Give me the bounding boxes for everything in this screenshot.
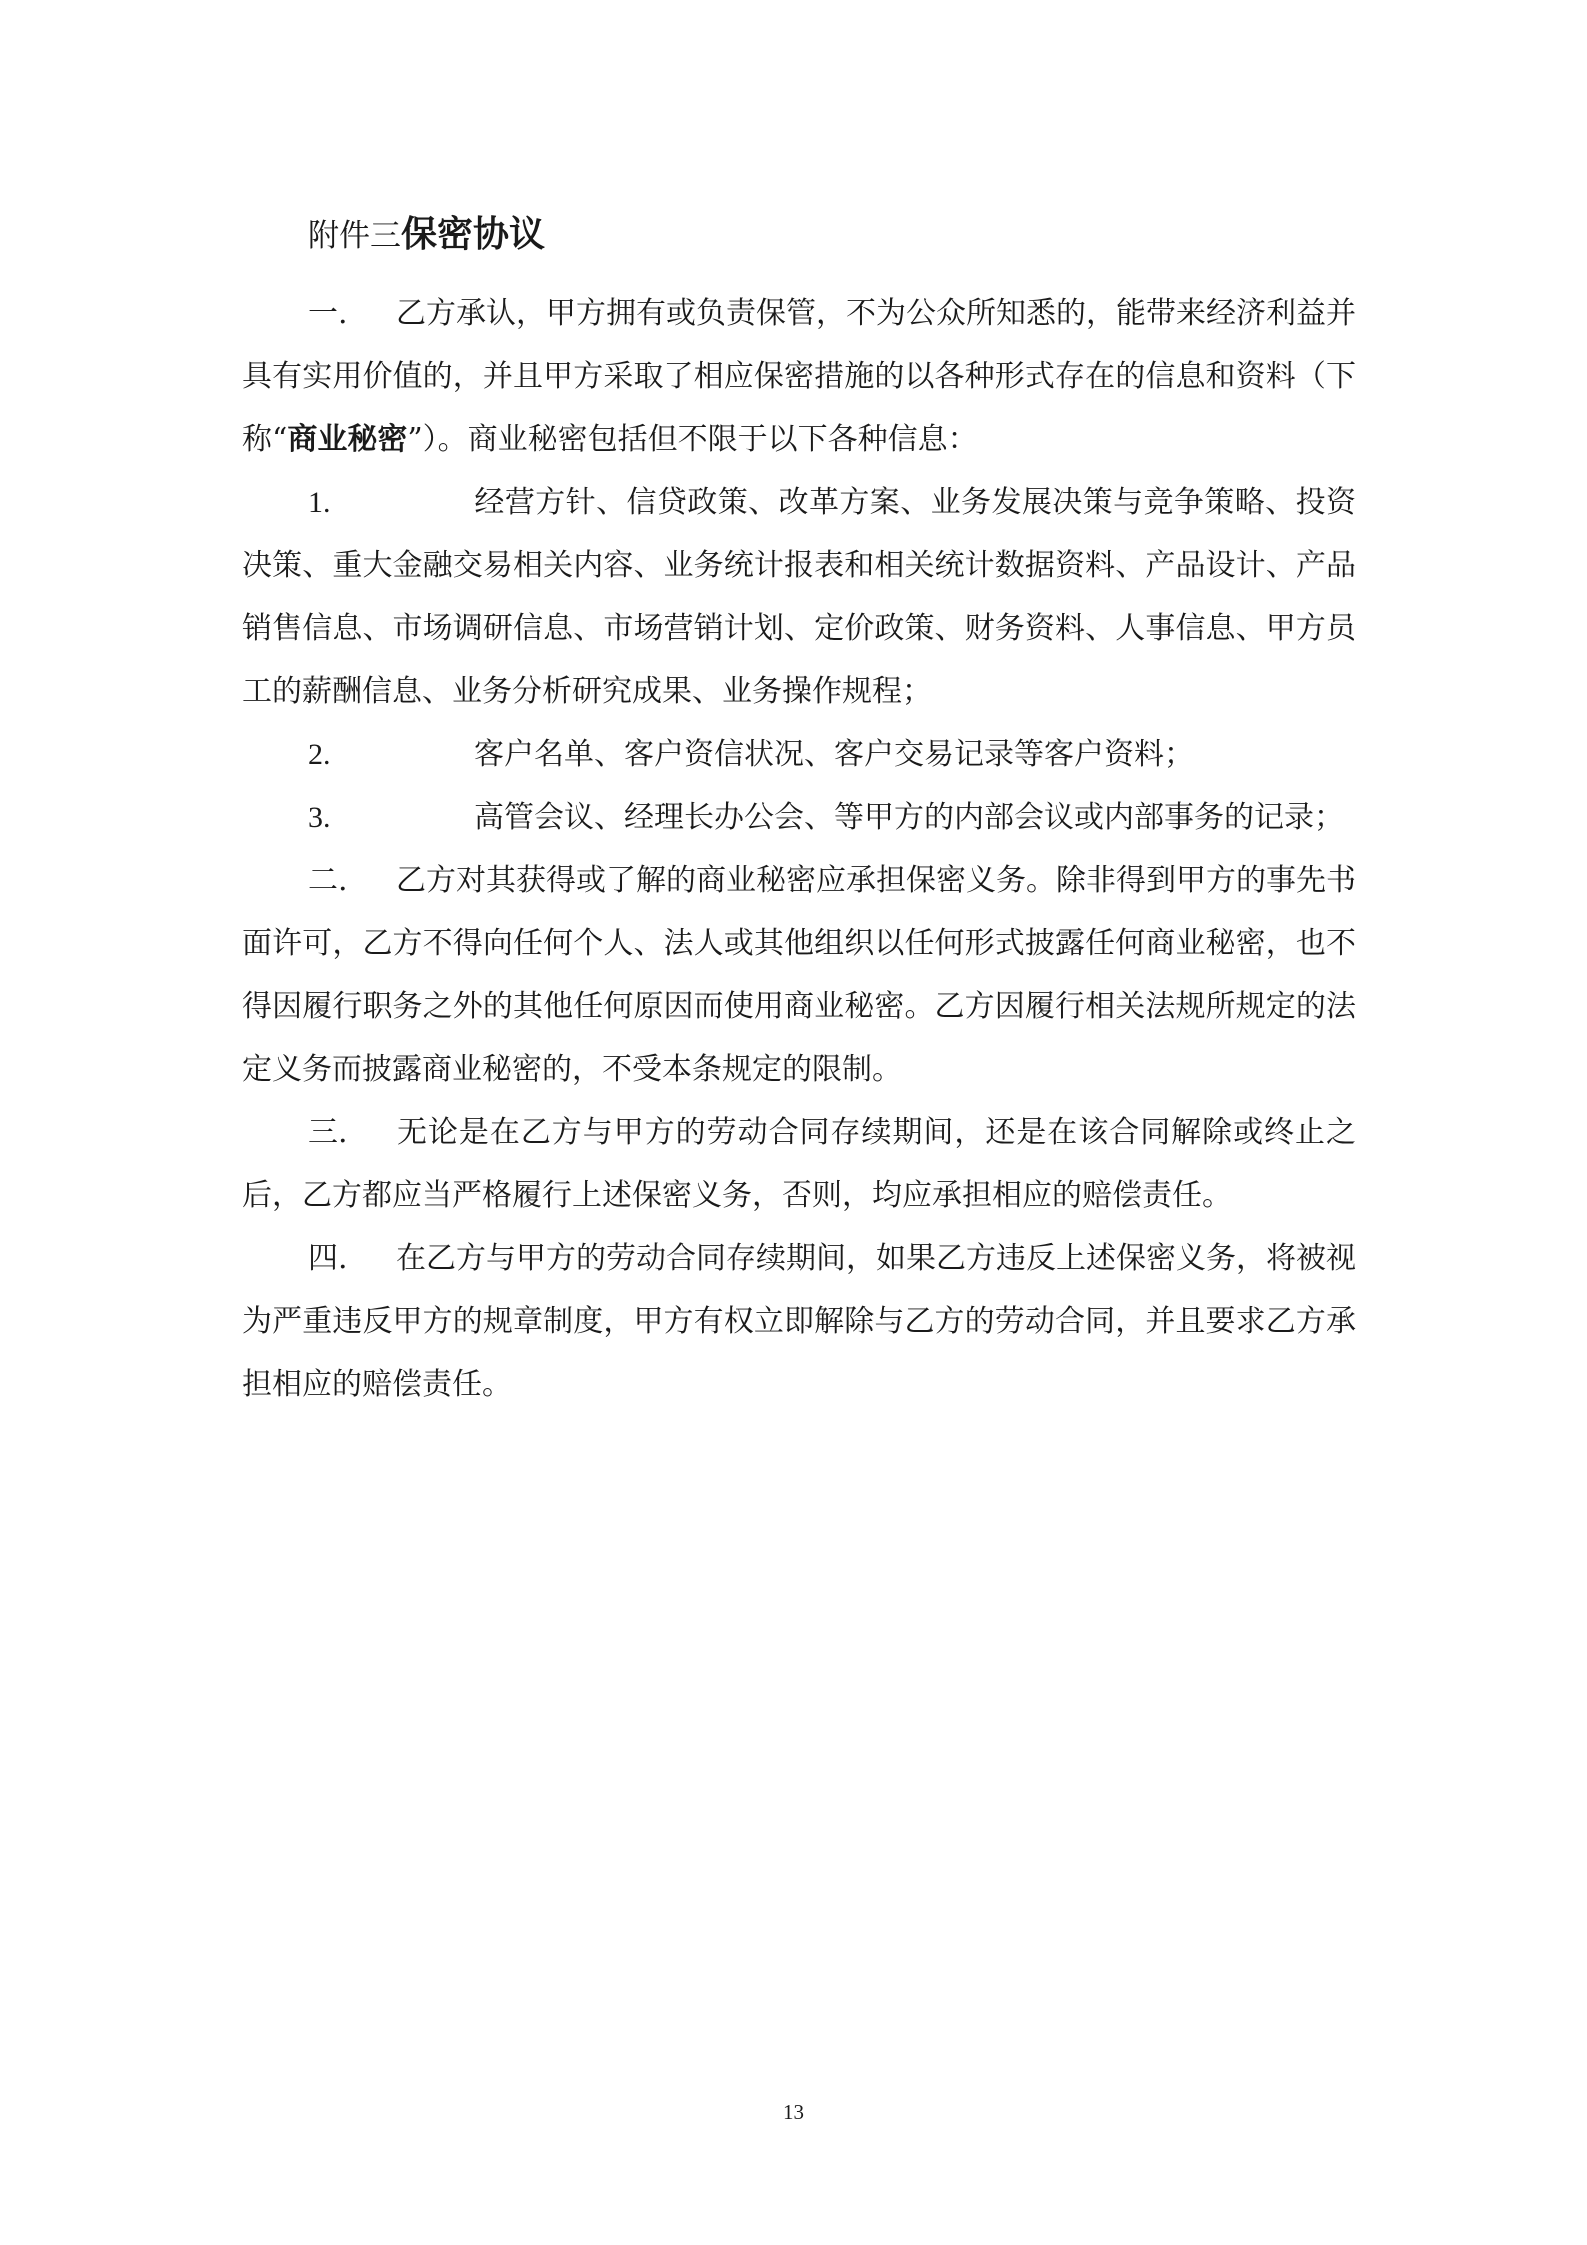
section-1-number: 一. [308, 296, 348, 331]
section-3-number: 三. [308, 1115, 348, 1150]
list-item-2-number: 2. [308, 738, 331, 771]
list-item-3-number: 3. [308, 801, 331, 834]
list-item-3-text: 高管会议、经理长办公会、等甲方的内部会议或内部事务的记录； [474, 800, 1344, 835]
section-3-text: 无论是在乙方与甲方的劳动合同存续期间，还是在该合同解除或终止之后，乙方都应当严格履行上述保密义务，否则，均应承担相应的赔偿责任。 [242, 1115, 1356, 1213]
section-1-term: 商业秘密 [287, 422, 408, 457]
list-item-1-number: 1. [308, 486, 331, 519]
document-body [242, 282, 1356, 1416]
section-4-number: 四. [308, 1241, 348, 1276]
section-2-number: 二. [308, 863, 348, 898]
list-item-1 [242, 471, 1356, 723]
section-2-text: 乙方对其获得或了解的商业秘密应承担保密义务。除非得到甲方的事先书面许可，乙方不得向任何个人、法人或其他组织以任何形式披露任何商业秘密，也不得因履行职务之外的其他任何原因而使用商业秘密。乙方因履行相关法规所规定的法定义务而披露商业秘密的，不受本条规定的限制。 [242, 863, 1356, 1087]
section-4 [242, 1227, 1356, 1416]
section-3 [242, 1101, 1356, 1227]
list-item-2-text: 客户名单、客户资信状况、客户交易记录等客户资料； [474, 737, 1194, 772]
section-2 [242, 849, 1356, 1101]
page-number: 13 [783, 2100, 804, 2124]
section-1-text-b: ”）。商业秘密包括但不限于以下各种信息： [407, 422, 978, 457]
section-1-quote-open: “ [272, 422, 288, 457]
list-item-1-text: 经营方针、信贷政策、改革方案、业务发展决策与竞争策略、投资决策、重大金融交易相关内容、业务统计报表和相关统计数据资料、产品设计、产品销售信息、市场调研信息、市场营销计划、定价政策、财务资料、人事信息、甲方员工的薪酬信息、业务分析研究成果、业务操作规程； [242, 485, 1356, 709]
section-1 [242, 282, 1356, 471]
page-title [308, 210, 545, 260]
title-main: 保密协议 [401, 213, 546, 255]
list-item-3 [242, 786, 1356, 849]
list-item-2 [242, 723, 1356, 786]
title-prefix: 附件三 [308, 218, 401, 254]
section-4-text: 在乙方与甲方的劳动合同存续期间，如果乙方违反上述保密义务，将被视为严重违反甲方的规章制度，甲方有权立即解除与乙方的劳动合同，并且要求乙方承担相应的赔偿责任。 [242, 1241, 1356, 1402]
section-1-text-a: 乙方承认，甲方拥有或负责保管，不为公众所知悉的，能带来经济利益并具有实用价值的，并且甲方采取了相应保密措施的以各种形式存在的信息和资料（下称 [242, 296, 1356, 457]
